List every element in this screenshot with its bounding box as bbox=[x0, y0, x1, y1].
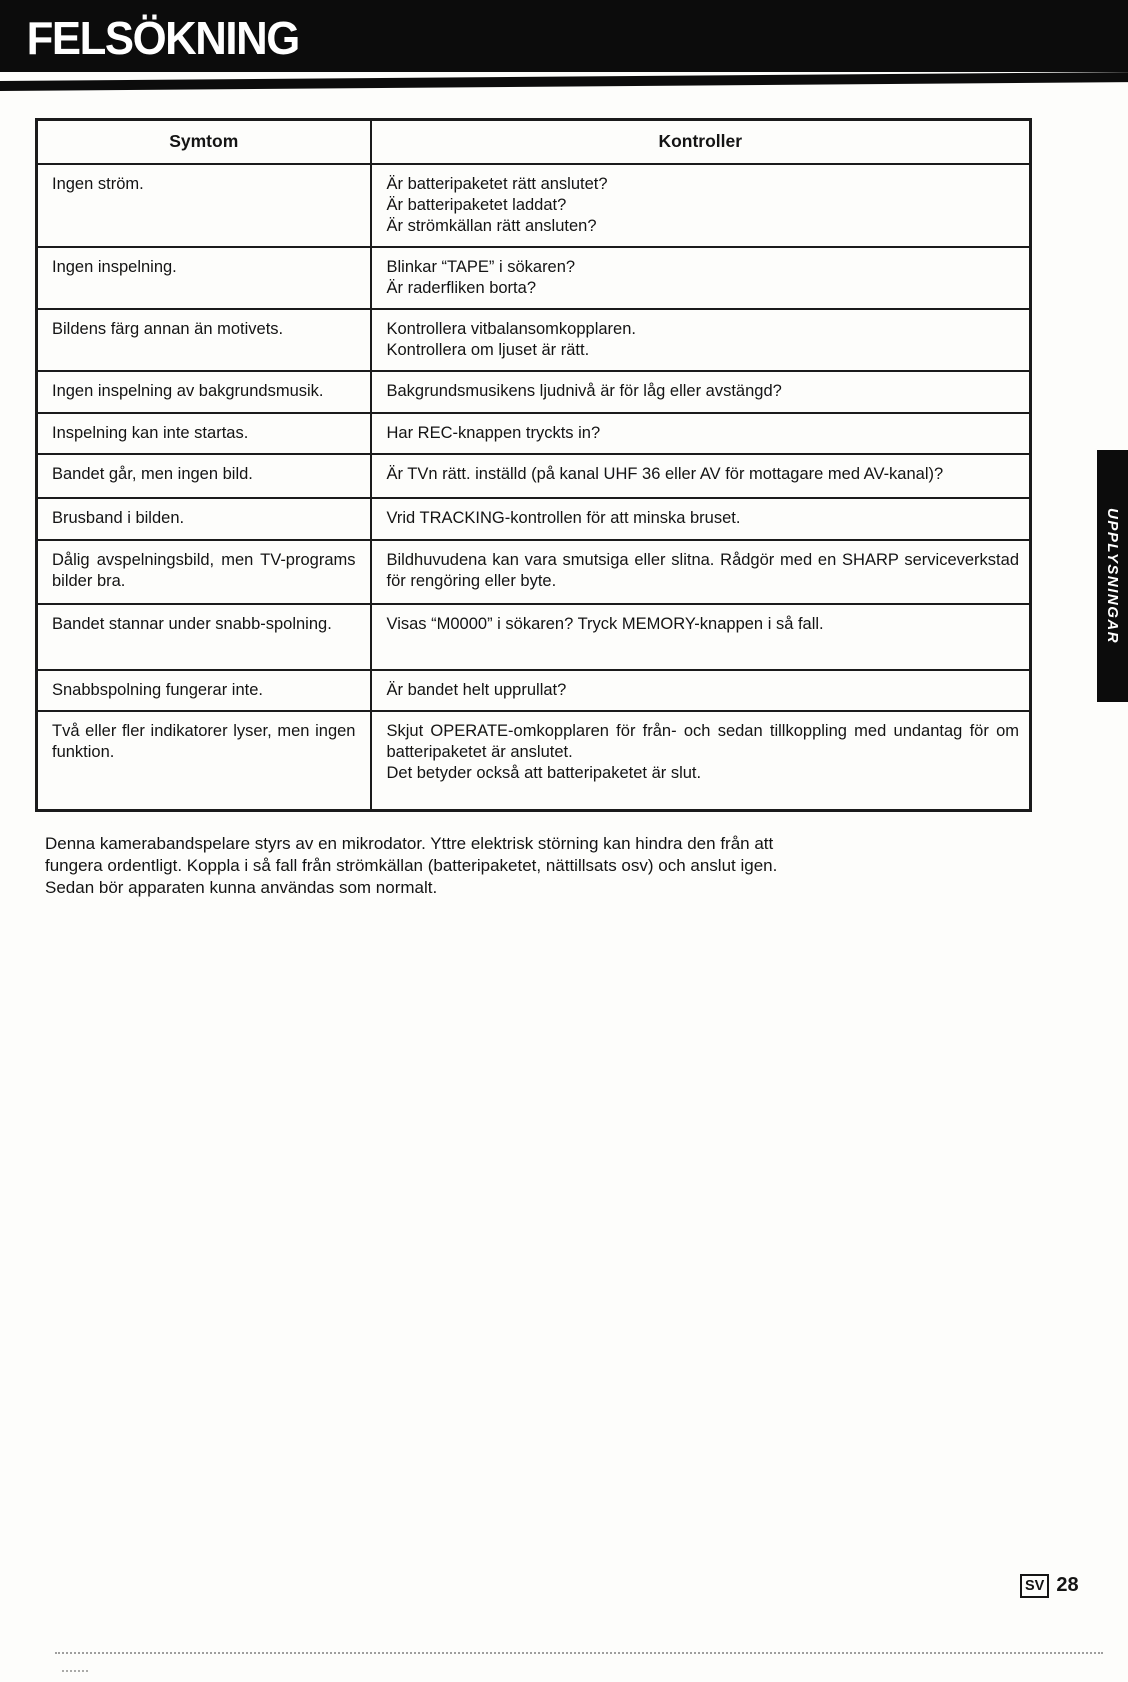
symptom-cell: Bandet stannar under snabb-spolning. bbox=[37, 604, 371, 670]
table-row bbox=[37, 540, 1031, 604]
table-row bbox=[37, 454, 1031, 498]
kontroller-line: Kontrollera vitbalansomkopplaren. bbox=[386, 319, 636, 338]
microcomputer-note: Denna kamerabandspelare styrs av en mikrodator. Yttre elektrisk störning kan hindra den från att fungera ordentligt. Koppla i så fall från strömkällan (batteripaketet, nättillsats osv) och anslut igen. Sedan bör apparaten kunna användas som normalt. bbox=[45, 834, 778, 897]
symptom-cell: Två eller fler indikatorer lyser, men ingen funktion. bbox=[37, 711, 371, 811]
kontroller-cell bbox=[371, 604, 1031, 670]
table-row bbox=[37, 711, 1031, 811]
symptom-cell: Brusband i bilden. bbox=[37, 498, 371, 540]
table-header-row bbox=[37, 120, 1031, 164]
kontroller-cell bbox=[371, 670, 1031, 711]
scan-artifact-dotted-line bbox=[55, 1652, 1103, 1654]
kontroller-line: Är batteripaketet rätt anslutet? bbox=[386, 174, 608, 193]
kontroller-line: Har REC-knappen tryckts in? bbox=[386, 423, 601, 442]
symptom-cell: Dålig avspelningsbild, men TV-programs bilder bra. bbox=[37, 540, 371, 604]
symptom-cell: Ingen inspelning. bbox=[37, 247, 371, 309]
table-row bbox=[37, 309, 1031, 371]
table-row bbox=[37, 670, 1031, 711]
page-title: FELSÖKNING bbox=[26, 12, 299, 64]
kontroller-line: Vrid TRACKING-kontrollen för att minska bruset. bbox=[386, 508, 741, 527]
section-tab-label: UPPLYSNINGAR bbox=[1104, 507, 1121, 645]
section-tab bbox=[1097, 450, 1128, 702]
table-row bbox=[37, 604, 1031, 670]
kontroller-cell bbox=[371, 247, 1031, 309]
language-code-badge: SV bbox=[1020, 1574, 1049, 1598]
kontroller-line: Är strömkällan rätt ansluten? bbox=[386, 216, 597, 235]
symptom-cell: Bildens färg annan än motivets. bbox=[37, 309, 371, 371]
symptom-cell: Snabbspolning fungerar inte. bbox=[37, 670, 371, 711]
kontroller-line: Bildhuvudena kan vara smutsiga eller slitna. Rådgör med en SHARP serviceverkstad för rengöring eller byte. bbox=[386, 550, 1019, 590]
troubleshooting-table-body bbox=[37, 164, 1031, 811]
kontroller-line: Är bandet helt upprullat? bbox=[386, 680, 567, 699]
kontroller-line: Visas “M0000” i sökaren? Tryck MEMORY-knappen i så fall. bbox=[386, 614, 824, 633]
kontroller-line: Blinkar “TAPE” i sökaren? bbox=[386, 257, 576, 276]
column-header-symptom: Symtom bbox=[37, 120, 371, 164]
table-row bbox=[37, 413, 1031, 454]
kontroller-cell bbox=[371, 309, 1031, 371]
table-row bbox=[37, 498, 1031, 540]
table-row bbox=[37, 371, 1031, 413]
kontroller-cell bbox=[371, 540, 1031, 604]
kontroller-cell bbox=[371, 164, 1031, 247]
column-header-kontroller: Kontroller bbox=[371, 120, 1031, 164]
kontroller-line: Är TVn rätt. inställd (på kanal UHF 36 eller AV för mottagare med AV-kanal)? bbox=[386, 464, 944, 483]
kontroller-line: Bakgrundsmusikens ljudnivå är för låg eller avstängd? bbox=[386, 381, 782, 400]
symptom-cell: Ingen inspelning av bakgrundsmusik. bbox=[37, 371, 371, 413]
kontroller-line: Är raderfliken borta? bbox=[386, 278, 536, 297]
table-row bbox=[37, 164, 1031, 247]
section-header-bar bbox=[0, 0, 1128, 72]
symptom-cell: Ingen ström. bbox=[37, 164, 371, 247]
troubleshooting-table bbox=[35, 118, 1032, 812]
header-divider-rule bbox=[0, 72, 1128, 91]
kontroller-line: Kontrollera om ljuset är rätt. bbox=[386, 340, 590, 359]
kontroller-line: Är batteripaketet laddat? bbox=[386, 195, 567, 214]
table-row bbox=[37, 247, 1031, 309]
kontroller-line: Skjut OPERATE-omkopplaren för från- och sedan tillkoppling med undantag för om batteripaketet är anslutet. bbox=[386, 721, 1019, 761]
kontroller-cell bbox=[371, 371, 1031, 413]
kontroller-cell bbox=[371, 454, 1031, 498]
kontroller-cell bbox=[371, 498, 1031, 540]
kontroller-cell bbox=[371, 711, 1031, 811]
page-footer bbox=[1020, 1574, 1079, 1598]
kontroller-cell bbox=[371, 413, 1031, 454]
scan-artifact-dotted-line-small bbox=[62, 1670, 88, 1672]
symptom-cell: Inspelning kan inte startas. bbox=[37, 413, 371, 454]
page-number: 28 bbox=[1056, 1574, 1079, 1597]
symptom-cell: Bandet går, men ingen bild. bbox=[37, 454, 371, 498]
kontroller-line: Det betyder också att batteripaketet är slut. bbox=[386, 763, 702, 782]
